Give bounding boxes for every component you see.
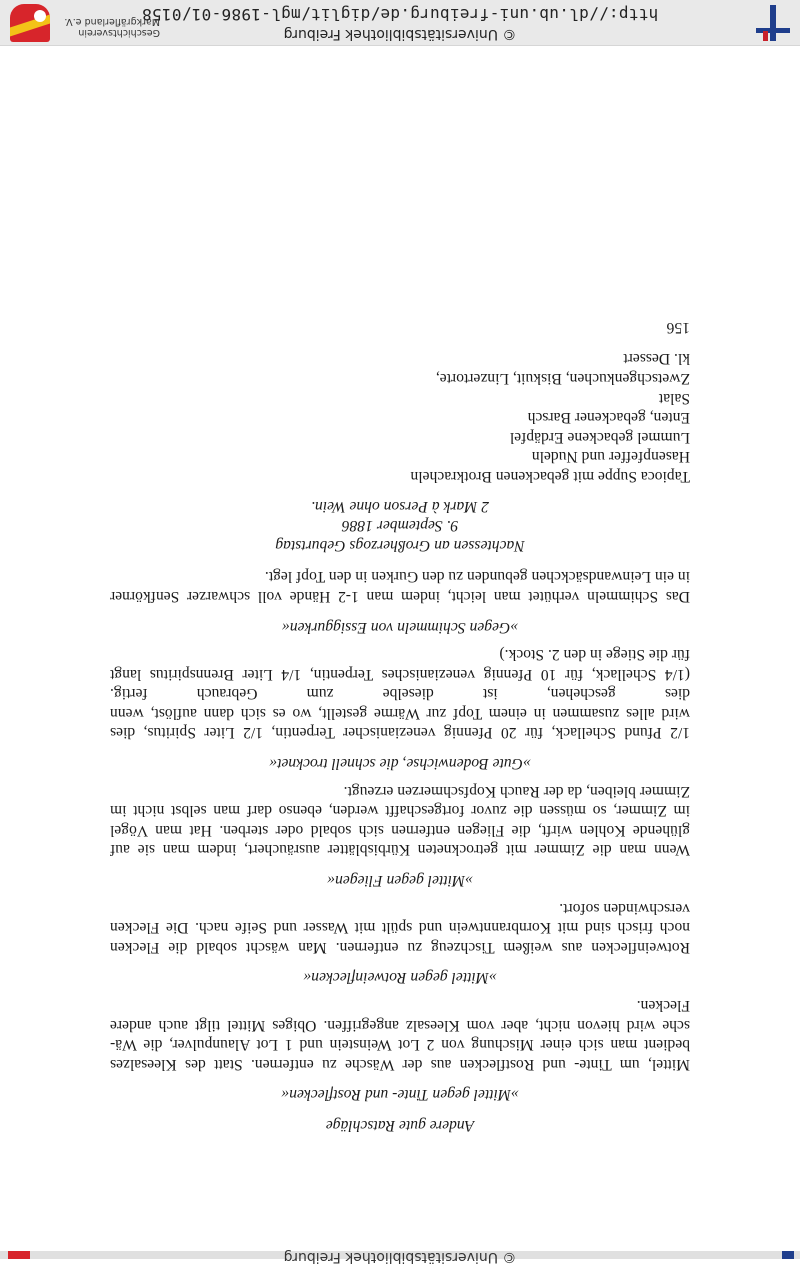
- section-text-line: 1/2 Pfund Schellack, für 20 Pfennig venezianischer Terpentin, 1/2 Liter Spiritus, dies: [110, 724, 690, 742]
- section-text-line: sche wird hievon nicht, aber vom Kleesalz angegriffen. Obiges Mittel tilgt auch andere: [110, 1016, 690, 1034]
- section-text-line: Rotweinflecken aus weißem Tischzeug zu entfernen. Man wäscht sobald die Flecken: [110, 938, 690, 956]
- section-text-line: noch frisch sind mit Kornbranntwein und spült mit Wasser und Seife nach. Die Flecken: [110, 919, 690, 937]
- menu-item: Tapioca Suppe mit gebackenen Brotkracheln: [410, 467, 690, 485]
- society-crest-fragment: [8, 1251, 30, 1259]
- section-heading: »Mittel gegen Tinte- und Rostflecken«: [281, 1086, 519, 1104]
- page-title: Andere gute Ratschläge: [325, 1117, 475, 1134]
- menu-item: Lummel gebackene Erdäpfel: [509, 428, 690, 446]
- dinner-price: 2 Mark à Person ohne Wein.: [311, 497, 489, 515]
- dinner-menu: [110, 349, 690, 486]
- section-heading: »Gute Bodenwichse, die schnell trocknet«: [269, 755, 531, 773]
- university-logo-fragment: [782, 1251, 794, 1259]
- top-strip-text: © Universitätsbibliothek Freiburg: [283, 1249, 517, 1265]
- menu-item: kl. Dessert: [623, 350, 690, 368]
- section-text-line: im Zimmer, so müssen die zuvor fortgeschafft werden, ebenso darf man selbst nicht im: [110, 802, 690, 820]
- section-text-line: (1/4 Schellack, für 10 Pfennig venezianisches Terpentin, 1/4 Liter Brennspiritus langt: [110, 665, 690, 683]
- society-crest-icon: [10, 4, 50, 42]
- top-strip: [0, 1249, 800, 1265]
- sections: [110, 567, 690, 1105]
- section-text-line: in ein Leinwandsäckchen gebunden zu den Gurken in den Topf legt.: [264, 568, 690, 586]
- section-text-line: dies geschehen, ist dieselbe zum Gebrauch fertig.: [110, 685, 690, 703]
- section-heading: »Mittel gegen Fliegen«: [327, 872, 473, 890]
- dinner-heading: Nachtessen an Großherzogs Geburtstag: [275, 536, 525, 554]
- footer-url-link[interactable]: http://dl.ub.uni-freiburg.de/diglit/mgl-1986-01/0158: [141, 5, 659, 24]
- menu-item: Zwetschgenkuchen, Biskuit, Linzertorte,: [435, 370, 690, 387]
- section-text-line: Das Schimmeln verhütet man leicht, indem man 1-2 Hände voll schwarzer Senfkörner: [110, 587, 690, 605]
- section-heading: »Mittel gegen Rotweinflecken«: [303, 969, 497, 987]
- section-text-line: wird alles zusammen in einem Topf zur Wärme gestellt, wo es sich dann auflöst, wenn: [110, 704, 690, 722]
- section-text-line: Zimmer bleiben, da der Rauch Kopfschmerzen erzeugt.: [343, 782, 690, 800]
- section-text-line: Mittel, um Tinte- und Rostflecken aus der Wäsche zu entfernen. Statt des Kleesalzes: [110, 1055, 690, 1073]
- dinner-header: [110, 496, 690, 555]
- section-text-line: bedient man sich einer Mischung von 2 Lot Weinstein und 1 Lot Alaunpulver, die Wä-: [110, 1036, 690, 1054]
- page-number: 156: [666, 318, 690, 336]
- section-text-line: für die Stiege in den 2. Stock.): [499, 646, 690, 664]
- dinner-date: 9. September 1886: [341, 517, 459, 535]
- section-text-line: verschwinden sofort.: [559, 899, 690, 917]
- menu-item: Enten, gebackener Barsch: [527, 409, 690, 427]
- section-heading: »Gegen Schimmeln von Essiggurken«: [282, 618, 519, 636]
- society-label: Geschichtsverein Markgräflerland e.V.: [64, 16, 160, 38]
- section-text-line: Wenn man die Zimmer mit getrockneten Kürbisblätter ausräuchert, indem man sie auf: [110, 841, 690, 859]
- footer-copyright: © Universitätsbibliothek Freiburg: [283, 26, 517, 42]
- section-text-line: glühende Kohlen wirft, die Fliegen entfernen sich sobald oder sterben. Hat man Vögel: [110, 821, 690, 839]
- menu-item: Salat: [658, 389, 690, 407]
- document-body: [110, 317, 690, 1135]
- section-text-line: Flecken.: [636, 997, 690, 1015]
- menu-item: Hasenpfeffer und Nudeln: [531, 448, 690, 466]
- university-logo-icon: [752, 3, 794, 43]
